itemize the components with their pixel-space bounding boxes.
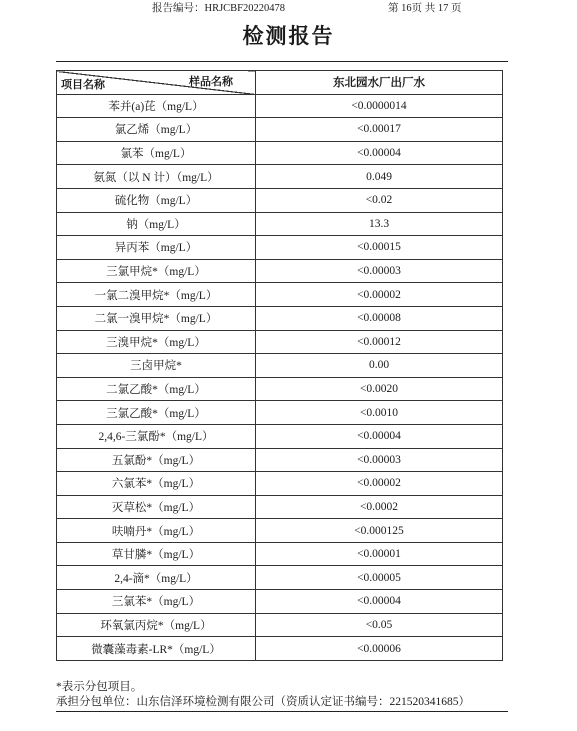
item-name-cell: 三氯乙酸*（mg/L） — [57, 401, 256, 425]
result-value-cell: <0.00004 — [256, 424, 503, 448]
result-value-cell: <0.00003 — [256, 259, 503, 283]
item-name-cell: 环氧氯丙烷*（mg/L） — [57, 613, 256, 637]
result-value-cell: <0.0020 — [256, 377, 503, 401]
table-row — [57, 613, 503, 637]
table-row — [57, 212, 503, 236]
table-row — [57, 283, 503, 307]
table-row — [57, 354, 503, 378]
result-value-cell: <0.00002 — [256, 472, 503, 496]
item-name-cell: 氯苯（mg/L） — [57, 141, 256, 165]
result-value-cell: 0.00 — [256, 354, 503, 378]
item-name-cell: 灭草松*（mg/L） — [57, 495, 256, 519]
footnote: *表示分包项目。 — [56, 681, 143, 693]
table-row — [57, 236, 503, 260]
table-row — [57, 424, 503, 448]
item-name-cell: 五氯酚*（mg/L） — [57, 448, 256, 472]
table-row — [57, 495, 503, 519]
result-value-cell: <0.00004 — [256, 141, 503, 165]
page-header — [0, 0, 577, 14]
item-name-cell: 草甘膦*（mg/L） — [57, 542, 256, 566]
result-value-cell: <0.02 — [256, 188, 503, 212]
result-value-cell: <0.0002 — [256, 495, 503, 519]
diagonal-header-cell — [57, 71, 256, 95]
table-row — [57, 519, 503, 543]
table-row — [57, 259, 503, 283]
result-value-cell: 0.049 — [256, 165, 503, 189]
top-divider — [56, 61, 508, 62]
result-value-cell: <0.00012 — [256, 330, 503, 354]
item-name-cell: 三氯苯*（mg/L） — [57, 590, 256, 614]
table-row — [57, 94, 503, 118]
header-sample-name: 样品名称 — [189, 75, 233, 88]
result-value-cell: <0.00005 — [256, 566, 503, 590]
table-row — [57, 377, 503, 401]
item-name-cell: 异丙苯（mg/L） — [57, 236, 256, 260]
report-number: 报告编号：HRJCBF20220478 — [152, 3, 286, 14]
table-row — [57, 590, 503, 614]
item-name-cell: 氯乙烯（mg/L） — [57, 118, 256, 142]
result-value-cell: <0.00008 — [256, 306, 503, 330]
result-value-cell: <0.00001 — [256, 542, 503, 566]
item-name-cell: 钠（mg/L） — [57, 212, 256, 236]
item-name-cell: 硫化物（mg/L） — [57, 188, 256, 212]
header-sample-column: 东北园水厂出厂水 — [256, 71, 503, 95]
table-row — [57, 330, 503, 354]
item-name-cell: 二氯乙酸*（mg/L） — [57, 377, 256, 401]
result-value-cell: <0.000125 — [256, 519, 503, 543]
bottom-divider — [56, 711, 508, 712]
item-name-cell: 呋喃丹*（mg/L） — [57, 519, 256, 543]
item-name-cell: 三溴甲烷*（mg/L） — [57, 330, 256, 354]
table-row — [57, 448, 503, 472]
item-name-cell: 2,4-滴*（mg/L） — [57, 566, 256, 590]
item-name-cell: 苯并(a)芘（mg/L） — [57, 94, 256, 118]
table-header-row — [57, 71, 503, 95]
table-row — [57, 306, 503, 330]
result-value-cell: <0.00017 — [256, 118, 503, 142]
table-row — [57, 141, 503, 165]
result-value-cell: <0.0000014 — [256, 94, 503, 118]
item-name-cell: 一氯二溴甲烷*（mg/L） — [57, 283, 256, 307]
result-value-cell: <0.00015 — [256, 236, 503, 260]
table-row — [57, 165, 503, 189]
item-name-cell: 六氯苯*（mg/L） — [57, 472, 256, 496]
item-name-cell: 二氯一溴甲烷*（mg/L） — [57, 306, 256, 330]
table-row — [57, 472, 503, 496]
table-row — [57, 637, 503, 661]
table-row — [57, 188, 503, 212]
report-title: 检测报告 — [242, 24, 335, 48]
item-name-cell: 三卤甲烷* — [57, 354, 256, 378]
result-value-cell: <0.00006 — [256, 637, 503, 661]
header-item-name: 项目名称 — [61, 77, 105, 91]
results-table — [56, 70, 503, 661]
result-value-cell: <0.00002 — [256, 283, 503, 307]
table-row — [57, 401, 503, 425]
table-row — [57, 566, 503, 590]
result-value-cell: <0.05 — [256, 613, 503, 637]
table-row — [57, 542, 503, 566]
result-value-cell: 13.3 — [256, 212, 503, 236]
table-row — [57, 118, 503, 142]
result-value-cell: <0.0010 — [256, 401, 503, 425]
item-name-cell: 2,4,6-三氯酚*（mg/L） — [57, 424, 256, 448]
item-name-cell: 氨氮（以 N 计）（mg/L） — [57, 165, 256, 189]
item-name-cell: 微囊藻毒素-LR*（mg/L） — [57, 637, 256, 661]
subcontract-info: 承担分包单位：山东信泽环境检测有限公司（资质认定证书编号：221520341685） — [56, 696, 470, 708]
result-value-cell: <0.00004 — [256, 590, 503, 614]
page-number: 第 16页 共 17 页 — [388, 3, 462, 14]
result-value-cell: <0.00003 — [256, 448, 503, 472]
item-name-cell: 三氯甲烷*（mg/L） — [57, 259, 256, 283]
